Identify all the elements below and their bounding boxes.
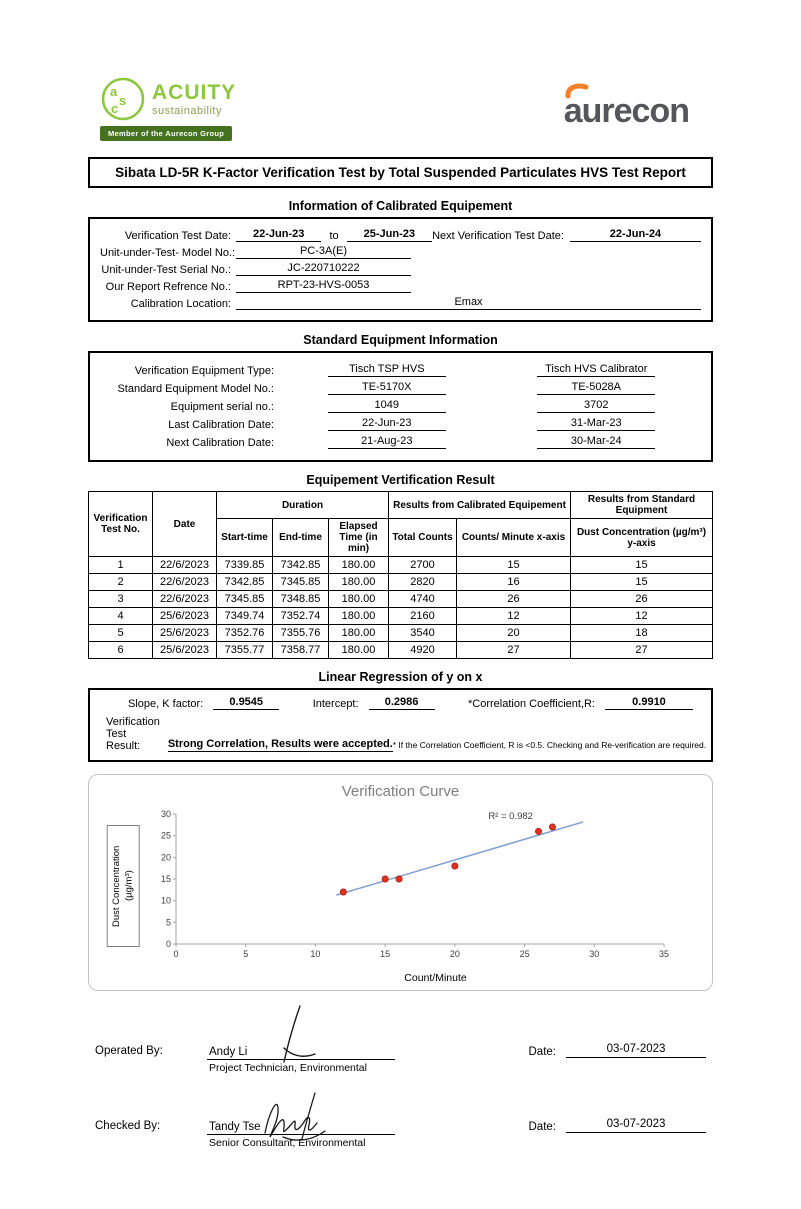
cell-date: 25/6/2023 xyxy=(153,608,217,625)
cell-test-no: 4 xyxy=(89,608,153,625)
aurecon-wordmark: aurecon xyxy=(563,92,689,130)
svg-text:5: 5 xyxy=(165,917,171,928)
table-row xyxy=(89,557,713,574)
cell-start-time: 7342.85 xyxy=(217,574,273,591)
cell-elapsed: 180.00 xyxy=(329,625,389,642)
header-counts-per-minute: Counts/ Minute x-axis xyxy=(457,519,571,557)
acuity-tagline: sustainability xyxy=(152,104,222,117)
slope-value: 0.9545 xyxy=(213,696,279,710)
operated-name: Andy Li xyxy=(207,1044,395,1060)
cell-start-time: 7355.77 xyxy=(217,642,273,659)
cell-date: 25/6/2023 xyxy=(153,625,217,642)
std-row-col2: TE-5028A xyxy=(537,381,655,395)
model-no-row xyxy=(100,245,701,259)
model-no-label: Unit-under-Test- Model No.: xyxy=(100,247,236,259)
cell-date: 22/6/2023 xyxy=(153,557,217,574)
calibrated-info-box xyxy=(88,217,713,322)
regression-values-row xyxy=(106,696,695,710)
cell-test-no: 2 xyxy=(89,574,153,591)
cell-dust-concentration: 26 xyxy=(571,591,713,608)
verification-test-date-to: 25-Jun-23 xyxy=(347,228,432,242)
cell-elapsed: 180.00 xyxy=(329,608,389,625)
operated-by-row xyxy=(95,1043,706,1074)
report-ref-row xyxy=(100,279,701,293)
cell-end-time: 7348.85 xyxy=(273,591,329,608)
cell-start-time: 7339.85 xyxy=(217,557,273,574)
serial-no-label: Unit-under-Test Serial No.: xyxy=(101,264,231,276)
verification-curve-chart xyxy=(146,802,686,970)
std-row xyxy=(100,417,701,431)
std-row-label: Verification Equipment Type: xyxy=(134,365,274,377)
std-row-col1: 21-Aug-23 xyxy=(328,435,446,449)
aurecon-accent-icon xyxy=(565,83,589,98)
cell-dust-concentration: 15 xyxy=(571,574,713,591)
operated-by-label: Operated By: xyxy=(95,1045,163,1057)
table-row xyxy=(89,642,713,659)
std-row-col1: TE-5170X xyxy=(328,381,446,395)
svg-text:s: s xyxy=(119,93,127,108)
table-row xyxy=(89,625,713,642)
cell-test-no: 3 xyxy=(89,591,153,608)
date-label: Date: xyxy=(528,1121,556,1133)
verification-test-date-row xyxy=(100,228,701,242)
header-calibrated-group: Results from Calibrated Equipement xyxy=(389,492,571,519)
correlation-value: 0.9910 xyxy=(605,696,693,710)
table-row xyxy=(89,608,713,625)
svg-text:30: 30 xyxy=(160,809,171,819)
operated-title: Project Technician, Environmental xyxy=(209,1062,367,1074)
chart-x-axis-label: Count/Minute xyxy=(404,972,467,984)
standard-equipment-box xyxy=(88,351,713,462)
correlation-label: *Correlation Coefficient,R: xyxy=(468,698,595,710)
cell-test-no: 5 xyxy=(89,625,153,642)
std-row-label: Last Calibration Date: xyxy=(168,419,274,431)
verification-result-value: Strong Correlation, Results were accepted. xyxy=(167,738,393,750)
cell-counts-per-minute: 26 xyxy=(457,591,571,608)
cell-total-counts: 4920 xyxy=(389,642,457,659)
cell-total-counts: 4740 xyxy=(389,591,457,608)
header-duration-group: Duration xyxy=(217,492,389,519)
intercept-value: 0.2986 xyxy=(369,696,435,710)
std-row-label: Standard Equipment Model No.: xyxy=(117,383,274,395)
aurecon-logo xyxy=(564,92,689,131)
header-date: Date xyxy=(153,492,217,557)
checked-name: Tandy Tse xyxy=(207,1119,395,1135)
svg-text:15: 15 xyxy=(379,949,390,959)
checked-date-block xyxy=(529,1118,707,1133)
verification-result-label: Verification Test Result: xyxy=(106,716,160,752)
date-label: Date: xyxy=(528,1046,556,1058)
operated-date-block xyxy=(529,1043,707,1058)
svg-text:R² = 0.982: R² = 0.982 xyxy=(488,811,533,823)
cell-dust-concentration: 15 xyxy=(571,557,713,574)
calibrated-info-heading: Information of Calibrated Equipement xyxy=(288,199,513,213)
result-table-heading: Equipement Vertification Result xyxy=(306,473,495,487)
model-no-value: PC-3A(E) xyxy=(236,245,411,259)
regression-box xyxy=(88,688,713,762)
cell-total-counts: 3540 xyxy=(389,625,457,642)
svg-text:0: 0 xyxy=(173,949,179,959)
cell-start-time: 7345.85 xyxy=(217,591,273,608)
std-row xyxy=(100,399,701,413)
cell-end-time: 7358.77 xyxy=(273,642,329,659)
cell-dust-concentration: 27 xyxy=(571,642,713,659)
acuity-wordmark: ACUITY xyxy=(152,80,237,104)
standard-equipment-heading: Standard Equipment Information xyxy=(303,333,498,347)
checked-date: 03-07-2023 xyxy=(566,1118,706,1133)
verification-test-date-from: 22-Jun-23 xyxy=(236,228,321,242)
chart-title: Verification Curve xyxy=(341,783,460,800)
slope-label: Slope, K factor: xyxy=(128,698,204,710)
std-row xyxy=(100,435,701,449)
table-header-row-1 xyxy=(89,492,713,519)
svg-text:c: c xyxy=(111,101,119,116)
std-row-col2: 31-Mar-23 xyxy=(537,417,655,431)
std-row-col1: 22-Jun-23 xyxy=(328,417,446,431)
std-row-label: Equipment serial no.: xyxy=(170,401,274,413)
header-start-time: Start-time xyxy=(217,519,273,557)
intercept-label: Intercept: xyxy=(312,698,359,710)
svg-text:5: 5 xyxy=(242,949,248,959)
cell-counts-per-minute: 27 xyxy=(457,642,571,659)
cell-end-time: 7345.85 xyxy=(273,574,329,591)
cell-end-time: 7352.74 xyxy=(273,608,329,625)
cell-total-counts: 2820 xyxy=(389,574,457,591)
cell-elapsed: 180.00 xyxy=(329,591,389,608)
cell-dust-concentration: 12 xyxy=(571,608,713,625)
cell-total-counts: 2160 xyxy=(389,608,457,625)
chart-body xyxy=(95,802,706,970)
report-title: Sibata LD-5R K-Factor Verification Test by Total Suspended Particulates HVS Test Report xyxy=(88,157,713,188)
table-row xyxy=(89,574,713,591)
header-total-counts: Total Counts xyxy=(389,519,457,557)
header-elapsed: Elapsed Time (in min) xyxy=(329,519,389,557)
cell-test-no: 1 xyxy=(89,557,153,574)
svg-text:25: 25 xyxy=(519,949,530,959)
cell-end-time: 7342.85 xyxy=(273,557,329,574)
svg-text:35: 35 xyxy=(658,949,669,959)
next-verification-test-date: 22-Jun-24 xyxy=(570,228,701,242)
acuity-logo-icon xyxy=(100,76,146,122)
cell-start-time: 7352.76 xyxy=(217,625,273,642)
svg-text:20: 20 xyxy=(449,949,460,959)
std-row-label: Next Calibration Date: xyxy=(166,437,274,449)
cell-end-time: 7355.76 xyxy=(273,625,329,642)
cell-counts-per-minute: 15 xyxy=(457,557,571,574)
cell-dust-concentration: 18 xyxy=(571,625,713,642)
operated-date: 03-07-2023 xyxy=(566,1043,706,1058)
std-row-col2: Tisch HVS Calibrator xyxy=(537,363,655,377)
serial-no-value: JC-220710222 xyxy=(236,262,411,276)
verification-result-table xyxy=(88,491,713,659)
cell-elapsed: 180.00 xyxy=(329,574,389,591)
calibration-location-value: Emax xyxy=(236,296,701,310)
acuity-logo xyxy=(100,76,236,141)
std-row-col2: 30-Mar-24 xyxy=(537,435,655,449)
cell-counts-per-minute: 16 xyxy=(457,574,571,591)
svg-text:15: 15 xyxy=(160,874,171,884)
verification-curve-panel xyxy=(88,774,713,991)
cell-elapsed: 180.00 xyxy=(329,642,389,659)
checked-signature-block xyxy=(207,1119,395,1149)
regression-result-row xyxy=(106,716,707,752)
table-row xyxy=(89,591,713,608)
cell-elapsed: 180.00 xyxy=(329,557,389,574)
svg-text:20: 20 xyxy=(160,852,171,863)
svg-text:10: 10 xyxy=(310,949,321,959)
cell-counts-per-minute: 12 xyxy=(457,608,571,625)
std-row xyxy=(100,363,701,377)
to-word: to xyxy=(329,230,339,242)
svg-text:25: 25 xyxy=(160,830,171,841)
checked-title: Senior Consultant, Environmental xyxy=(209,1137,366,1149)
operated-signature-block xyxy=(207,1044,395,1074)
svg-text:0: 0 xyxy=(165,939,171,949)
calibration-location-label: Calibration Location: xyxy=(130,298,231,310)
std-row-col2: 3702 xyxy=(537,399,655,413)
cell-date: 25/6/2023 xyxy=(153,642,217,659)
acuity-member-bar: Member of the Aurecon Group xyxy=(100,126,232,141)
svg-text:30: 30 xyxy=(588,949,599,959)
correlation-note: * If the Correlation Coefficient, R is <0.5. Checking and Re-verification are required. xyxy=(392,740,707,750)
cell-total-counts: 2700 xyxy=(389,557,457,574)
std-row xyxy=(100,381,701,395)
report-ref-label: Our Report Refrence No.: xyxy=(105,281,231,293)
report-page xyxy=(0,76,801,1209)
calibration-location-row xyxy=(100,296,701,310)
header-test-no: Verification Test No. xyxy=(89,492,153,557)
checked-by-row xyxy=(95,1118,706,1149)
next-verification-test-date-label: Next Verification Test Date: xyxy=(432,230,564,242)
header xyxy=(100,76,689,141)
svg-text:10: 10 xyxy=(160,895,171,906)
cell-date: 22/6/2023 xyxy=(153,591,217,608)
cell-test-no: 6 xyxy=(89,642,153,659)
header-dust-concentration: Dust Concentration (µg/m³) y-axis xyxy=(571,519,713,557)
header-end-time: End-time xyxy=(273,519,329,557)
report-ref-value: RPT-23-HVS-0053 xyxy=(236,279,411,293)
cell-date: 22/6/2023 xyxy=(153,574,217,591)
regression-heading: Linear Regression of y on x xyxy=(318,670,483,684)
cell-start-time: 7349.74 xyxy=(217,608,273,625)
std-row-col1: 1049 xyxy=(328,399,446,413)
serial-no-row xyxy=(100,262,701,276)
cell-counts-per-minute: 20 xyxy=(457,625,571,642)
chart-y-axis-label: Dust Concentration (µg/m³) xyxy=(107,825,140,947)
std-row-col1: Tisch TSP HVS xyxy=(328,363,446,377)
checked-by-label: Checked By: xyxy=(95,1120,161,1132)
header-standard-group: Results from Standard Equipment xyxy=(571,492,713,519)
verification-test-date-label: Verification Test Date: xyxy=(124,230,231,242)
svg-text:a: a xyxy=(110,84,118,99)
